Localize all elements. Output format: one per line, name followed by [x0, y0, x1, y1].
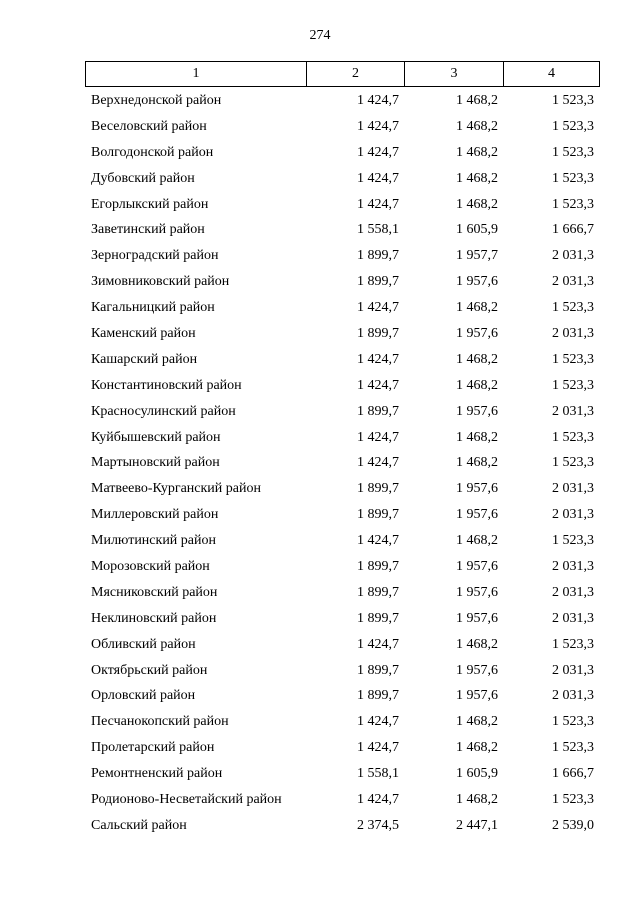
value-cell-4: 1 666,7 — [552, 766, 594, 782]
district-name-cell: Веселовский район — [91, 118, 207, 134]
value-cell-4: 2 031,3 — [552, 558, 594, 574]
table-row — [85, 658, 600, 684]
value-cell-2: 1 899,7 — [357, 274, 399, 290]
value-cell-2: 1 899,7 — [357, 481, 399, 497]
table-row — [85, 347, 600, 373]
table-row — [85, 217, 600, 243]
page-number: 274 — [309, 28, 331, 43]
table-row — [85, 683, 600, 709]
value-cell-3: 1 468,2 — [456, 170, 498, 186]
district-name-cell: Зерноградский район — [91, 248, 219, 264]
district-name-cell: Родионово-Несветайский район — [91, 791, 282, 807]
table-row — [85, 269, 600, 295]
district-name-cell: Песчанокопский район — [91, 714, 229, 730]
table-row — [85, 761, 600, 787]
value-cell-4: 2 031,3 — [552, 403, 594, 419]
value-cell-4: 1 523,3 — [552, 300, 594, 316]
value-cell-4: 1 523,3 — [552, 118, 594, 134]
value-cell-4: 1 523,3 — [552, 170, 594, 186]
district-name-cell: Октябрьский район — [91, 662, 208, 678]
value-cell-3: 1 957,6 — [456, 403, 498, 419]
value-cell-4: 1 523,3 — [552, 377, 594, 393]
value-cell-2: 1 899,7 — [357, 610, 399, 626]
district-name-cell: Морозовский район — [91, 558, 210, 574]
value-cell-3: 1 468,2 — [456, 740, 498, 756]
value-cell-3: 1 957,6 — [456, 610, 498, 626]
value-cell-4: 2 031,3 — [552, 688, 594, 704]
value-cell-3: 1 468,2 — [456, 791, 498, 807]
value-cell-2: 1 424,7 — [357, 455, 399, 471]
value-cell-3: 1 957,6 — [456, 325, 498, 341]
value-cell-3: 1 468,2 — [456, 196, 498, 212]
table-row — [85, 580, 600, 606]
district-name-cell: Красносулинский район — [91, 403, 236, 419]
value-cell-3: 2 447,1 — [456, 817, 498, 833]
district-name-cell: Обливский район — [91, 636, 196, 652]
table-row — [85, 166, 600, 192]
value-cell-2: 1 899,7 — [357, 688, 399, 704]
value-cell-2: 1 424,7 — [357, 740, 399, 756]
district-name-cell: Заветинский район — [91, 222, 205, 238]
value-cell-3: 1 957,7 — [456, 248, 498, 264]
table-row — [85, 114, 600, 140]
value-cell-4: 2 031,3 — [552, 274, 594, 290]
value-cell-2: 1 424,7 — [357, 170, 399, 186]
table-row — [85, 528, 600, 554]
value-cell-4: 1 523,3 — [552, 455, 594, 471]
district-name-cell: Орловский район — [91, 688, 196, 704]
table-row — [85, 554, 600, 580]
value-cell-3: 1 957,6 — [456, 662, 498, 678]
value-cell-3: 1 957,6 — [456, 507, 498, 523]
table-row — [85, 502, 600, 528]
value-cell-3: 1 468,2 — [456, 144, 498, 160]
table-row — [85, 813, 600, 839]
value-cell-3: 1 468,2 — [456, 533, 498, 549]
value-cell-3: 1 468,2 — [456, 636, 498, 652]
value-cell-3: 1 957,6 — [456, 584, 498, 600]
table-row — [85, 450, 600, 476]
column-header-1: 1 — [192, 66, 200, 81]
value-cell-2: 1 424,7 — [357, 118, 399, 134]
value-cell-4: 1 666,7 — [552, 222, 594, 238]
district-name-cell: Матвеево-Курганский район — [91, 481, 261, 497]
district-name-cell: Миллеровский район — [91, 507, 219, 523]
table-row — [85, 140, 600, 166]
value-cell-4: 1 523,3 — [552, 351, 594, 367]
column-header-4: 4 — [503, 62, 599, 86]
district-name-cell: Неклиновский район — [91, 610, 217, 626]
value-cell-3: 1 468,2 — [456, 351, 498, 367]
value-cell-2: 1 424,7 — [357, 144, 399, 160]
column-header-2: 2 — [306, 62, 404, 86]
value-cell-3: 1 605,9 — [456, 222, 498, 238]
value-cell-4: 2 031,3 — [552, 481, 594, 497]
district-name-cell: Сальский район — [91, 817, 187, 833]
district-name-cell: Константиновский район — [91, 377, 242, 393]
value-cell-2: 1 424,7 — [357, 429, 399, 445]
value-cell-3: 1 957,6 — [456, 558, 498, 574]
value-cell-3: 1 605,9 — [456, 766, 498, 782]
table-row — [85, 476, 600, 502]
value-cell-3: 1 468,2 — [456, 118, 498, 134]
table-row — [85, 399, 600, 425]
value-cell-2: 1 424,7 — [357, 791, 399, 807]
value-cell-4: 1 523,3 — [552, 533, 594, 549]
district-name-cell: Кашарский район — [91, 351, 198, 367]
table-row — [85, 735, 600, 761]
value-cell-4: 1 523,3 — [552, 196, 594, 212]
value-cell-4: 1 523,3 — [552, 92, 594, 108]
value-cell-4: 2 539,0 — [552, 817, 594, 833]
table-row — [85, 243, 600, 269]
district-name-cell: Мясниковский район — [91, 584, 218, 600]
value-cell-2: 1 899,7 — [357, 325, 399, 341]
value-cell-2: 1 899,7 — [357, 584, 399, 600]
table-row — [85, 606, 600, 632]
table-row — [85, 632, 600, 658]
table-row — [85, 373, 600, 399]
value-cell-3: 1 468,2 — [456, 455, 498, 471]
value-cell-4: 2 031,3 — [552, 507, 594, 523]
value-cell-2: 1 424,7 — [357, 300, 399, 316]
value-cell-4: 2 031,3 — [552, 325, 594, 341]
value-cell-4: 1 523,3 — [552, 144, 594, 160]
table-row — [85, 88, 600, 114]
table-body — [85, 88, 600, 839]
district-name-cell: Дубовский район — [91, 170, 195, 186]
district-name-cell: Зимовниковский район — [91, 274, 230, 290]
table-row — [85, 787, 600, 813]
value-cell-2: 1 424,7 — [357, 196, 399, 212]
district-name-cell: Каменский район — [91, 325, 196, 341]
value-cell-4: 1 523,3 — [552, 740, 594, 756]
value-cell-2: 1 424,7 — [357, 533, 399, 549]
value-cell-2: 1 899,7 — [357, 507, 399, 523]
value-cell-4: 2 031,3 — [552, 584, 594, 600]
value-cell-3: 1 468,2 — [456, 377, 498, 393]
value-cell-2: 1 558,1 — [357, 766, 399, 782]
district-name-cell: Мартыновский район — [91, 455, 220, 471]
column-header-3: 3 — [404, 62, 503, 86]
table-row — [85, 709, 600, 735]
value-cell-2: 1 558,1 — [357, 222, 399, 238]
value-cell-4: 1 523,3 — [552, 791, 594, 807]
value-cell-2: 1 899,7 — [357, 403, 399, 419]
value-cell-3: 1 468,2 — [456, 300, 498, 316]
value-cell-2: 1 424,7 — [357, 636, 399, 652]
district-name-cell: Милютинский район — [91, 533, 217, 549]
table-row — [85, 295, 600, 321]
value-cell-2: 1 424,7 — [357, 714, 399, 730]
district-name-cell: Волгодонской район — [91, 144, 214, 160]
value-cell-3: 1 468,2 — [456, 714, 498, 730]
value-cell-4: 2 031,3 — [552, 610, 594, 626]
value-cell-3: 1 468,2 — [456, 92, 498, 108]
value-cell-4: 2 031,3 — [552, 248, 594, 264]
table-row — [85, 321, 600, 347]
district-name-cell: Егорлыкский район — [91, 196, 209, 212]
value-cell-3: 1 957,6 — [456, 481, 498, 497]
district-name-cell: Ремонтненский район — [91, 766, 223, 782]
district-name-cell: Верхнедонской район — [91, 92, 222, 108]
district-name-cell: Куйбышевский район — [91, 429, 221, 445]
value-cell-3: 1 468,2 — [456, 429, 498, 445]
value-cell-2: 1 899,7 — [357, 662, 399, 678]
value-cell-2: 1 424,7 — [357, 377, 399, 393]
table-row — [85, 192, 600, 218]
value-cell-4: 1 523,3 — [552, 636, 594, 652]
value-cell-3: 1 957,6 — [456, 688, 498, 704]
value-cell-2: 2 374,5 — [357, 817, 399, 833]
table-header — [85, 61, 600, 87]
value-cell-4: 1 523,3 — [552, 429, 594, 445]
value-cell-4: 2 031,3 — [552, 662, 594, 678]
value-cell-3: 1 957,6 — [456, 274, 498, 290]
value-cell-2: 1 424,7 — [357, 92, 399, 108]
value-cell-2: 1 899,7 — [357, 248, 399, 264]
district-name-cell: Пролетарский район — [91, 740, 215, 756]
value-cell-2: 1 899,7 — [357, 558, 399, 574]
value-cell-4: 1 523,3 — [552, 714, 594, 730]
value-cell-2: 1 424,7 — [357, 351, 399, 367]
table-row — [85, 425, 600, 451]
district-name-cell: Кагальницкий район — [91, 300, 215, 316]
